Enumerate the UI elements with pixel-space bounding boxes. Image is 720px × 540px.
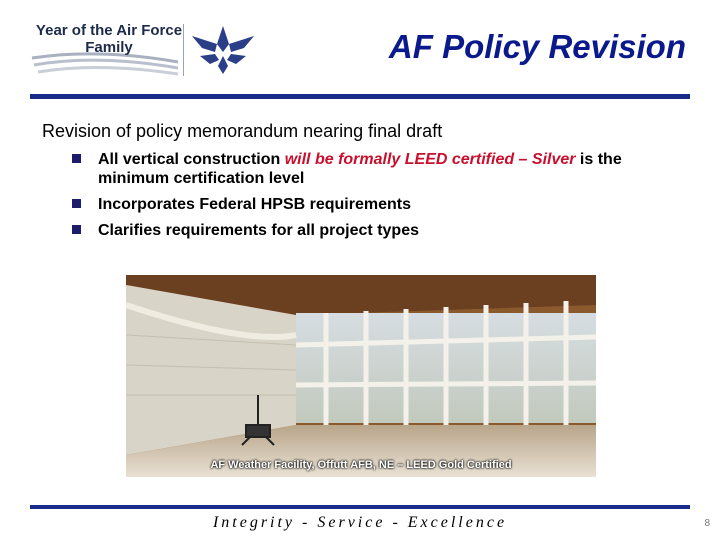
facility-interior-image — [126, 275, 596, 477]
footer-rule — [30, 505, 690, 509]
facility-photo — [126, 275, 596, 477]
footer-motto: Integrity - Service - Excellence — [212, 514, 508, 531]
logo-line-1: Year of the Air Force — [35, 22, 183, 39]
bullet-text-pre: All vertical construction — [98, 151, 285, 168]
logo-text — [34, 22, 184, 56]
bullet-square-icon — [72, 154, 81, 163]
logo-line-2: Family — [85, 39, 133, 56]
year-of-air-force-family-logo — [28, 18, 268, 80]
bullet-text-post: is the minimum certification level — [98, 151, 622, 187]
bullet-text: Incorporates Federal HPSB requirements — [98, 196, 411, 213]
header-rule — [30, 94, 690, 99]
slide-heading: Revision of policy memorandum nearing final draft — [42, 121, 443, 141]
logo-divider — [183, 24, 184, 76]
bullet-item — [72, 221, 692, 240]
bullet-item — [72, 195, 692, 214]
air-force-wings-icon — [188, 22, 258, 78]
bullet-item — [72, 150, 692, 188]
slide-title: AF Policy Revision — [388, 28, 686, 65]
bullet-list — [72, 150, 692, 247]
bullet-highlight: will be formally LEED certified – Silver — [284, 151, 576, 168]
page-number: 8 — [704, 518, 710, 529]
bullet-text: Clarifies requirements for all project types — [98, 222, 419, 239]
bullet-square-icon — [72, 225, 81, 234]
photo-caption: AF Weather Facility, Offutt AFB, NE – LEED Gold Certified — [210, 459, 512, 471]
bullet-square-icon — [72, 199, 81, 208]
